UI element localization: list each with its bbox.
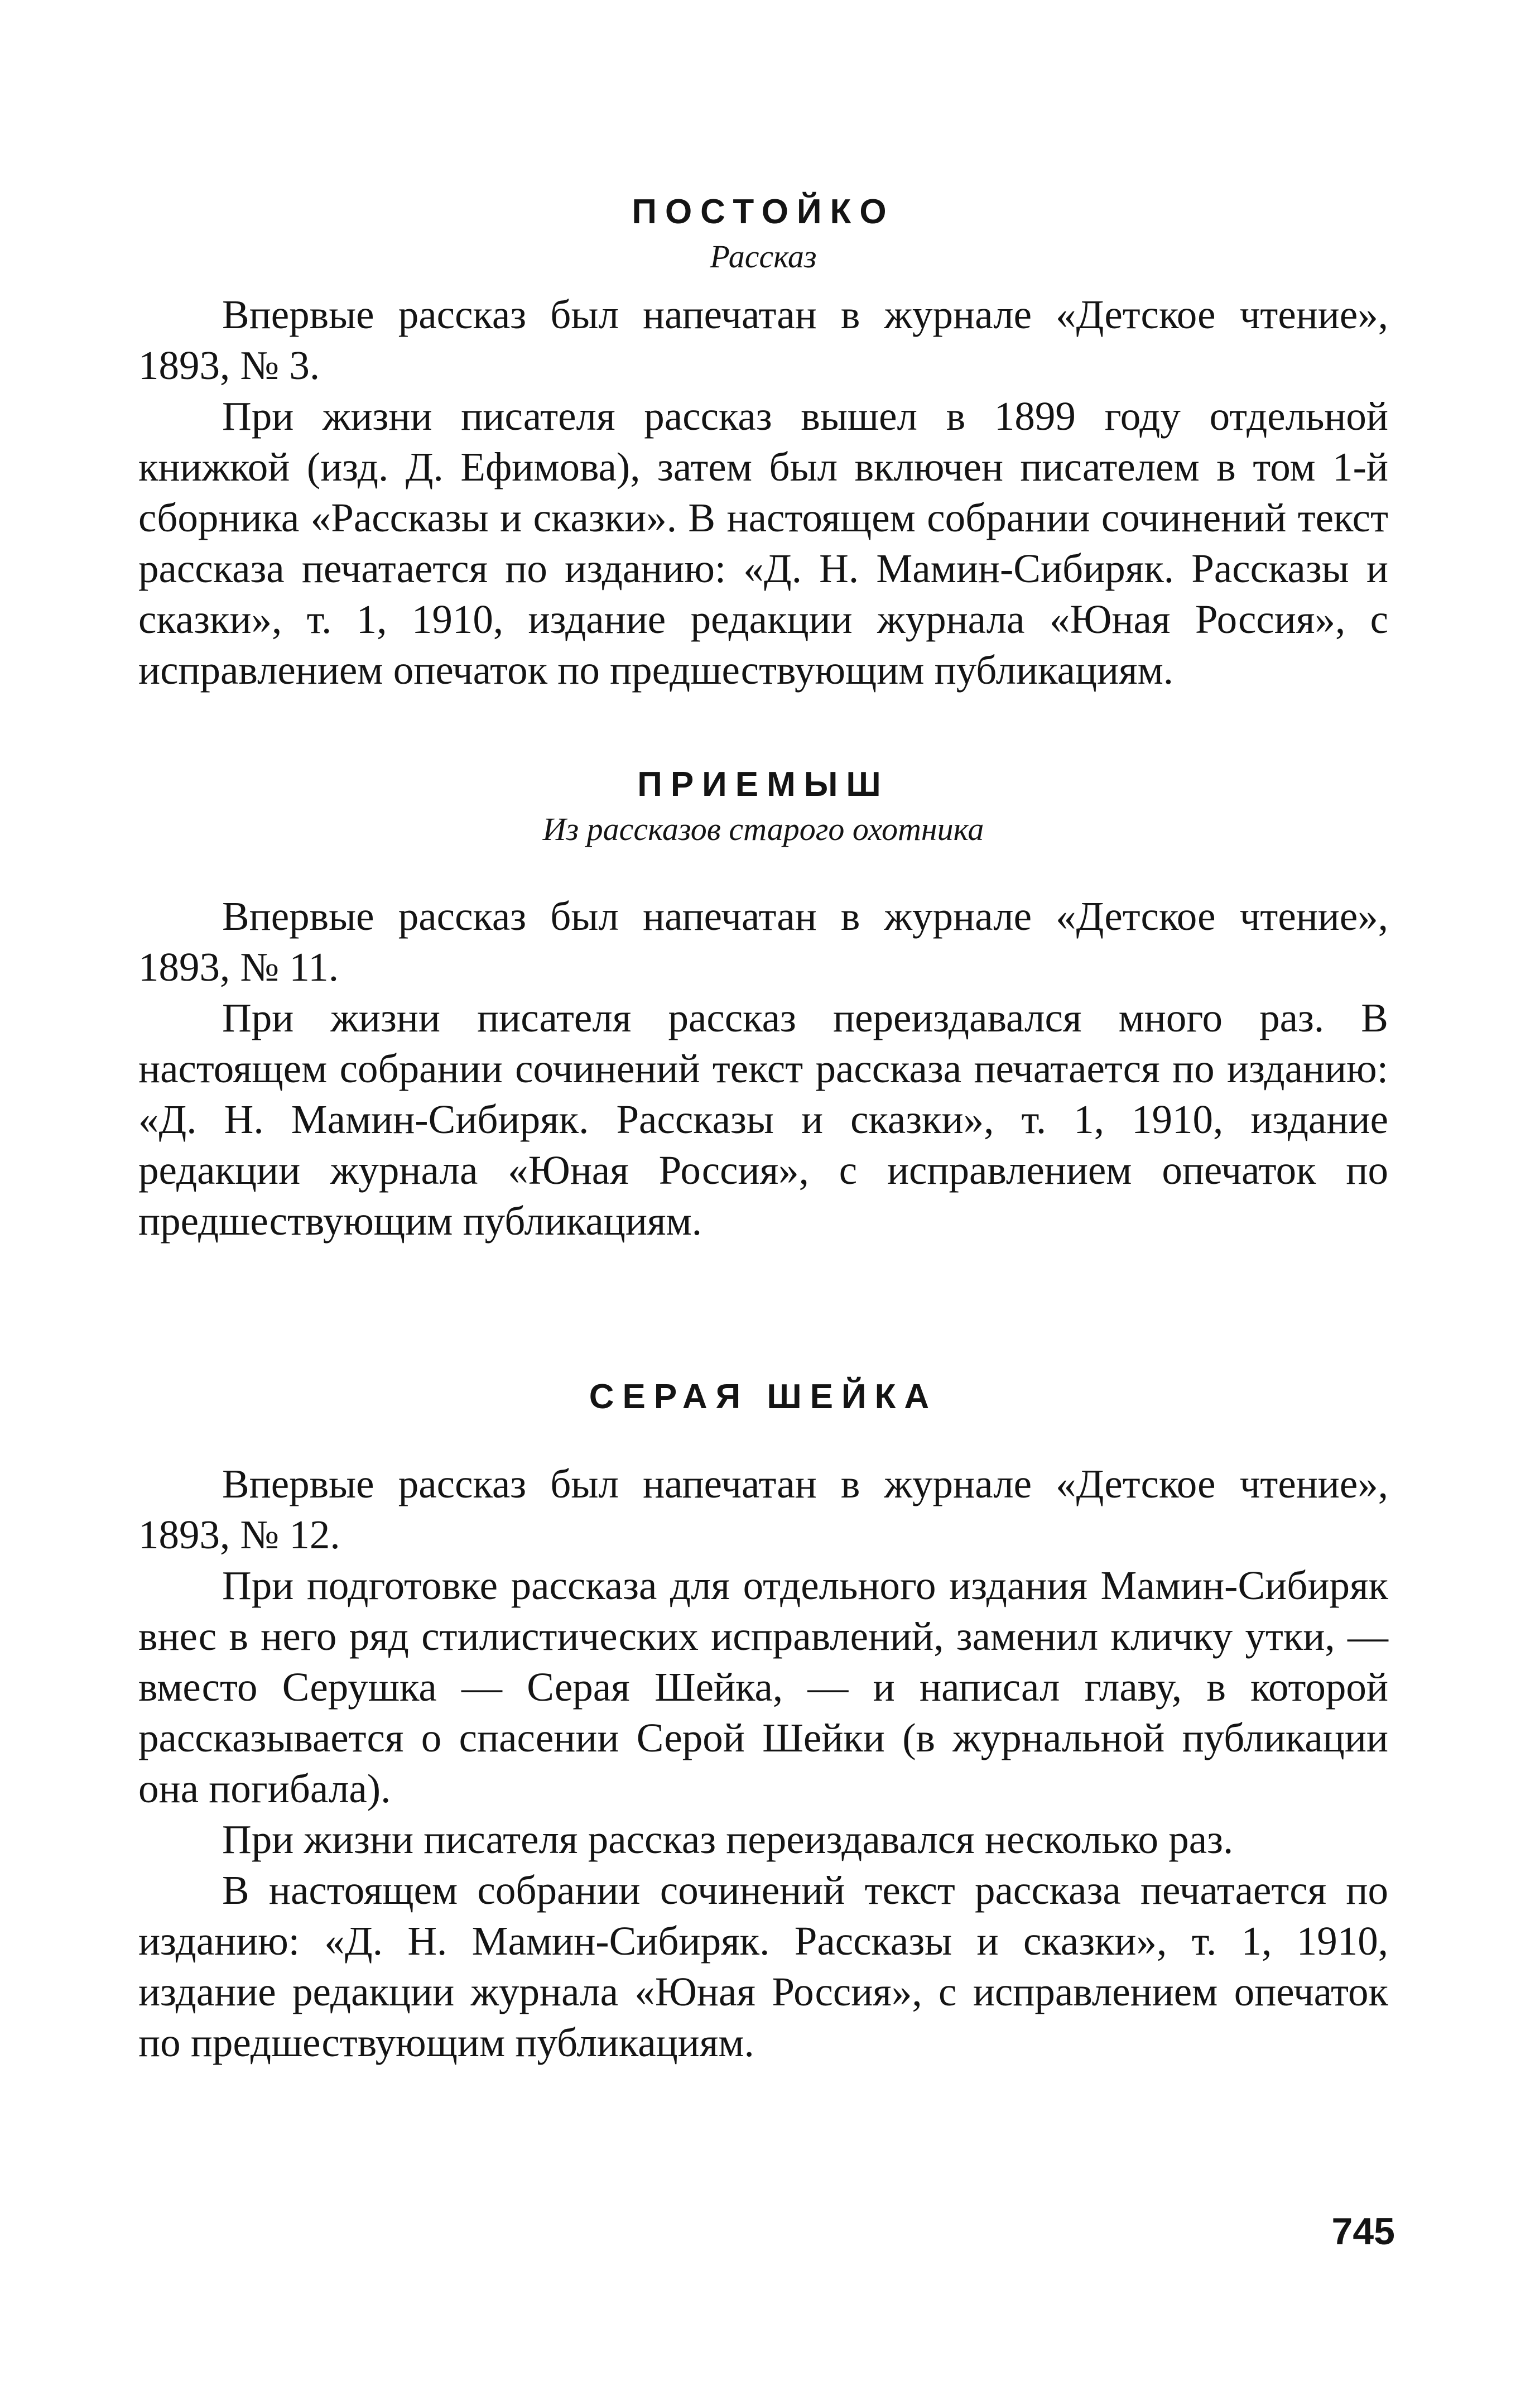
page-body bbox=[138, 190, 1388, 2068]
section-priemysh bbox=[138, 762, 1388, 1246]
section-seraya-sheyka bbox=[138, 1375, 1388, 2068]
paragraph: При жизни писателя рассказ переиздавался много раз. В настоящем собрании сочинений текст рассказа печатается по изданию: «Д. Н. Мамин-Сибиряк. Рассказы и сказки», т. 1, 1910, издание редакции журнала «Юная Россия», с исправлением опечаток по предшествующим публикациям. bbox=[138, 995, 1388, 1244]
paragraph: Впервые рассказ был напечатан в журнале «Детское чтение», 1893, № 3. bbox=[138, 292, 1388, 388]
section-title: СЕРАЯ ШЕЙКА bbox=[589, 1377, 938, 1416]
paragraph: В настоящем собрании сочинений текст рассказа печатается по изданию: «Д. Н. Мамин-Сибиряк. Рассказы и сказки», т. 1, 1910, издание редакции журнала «Юная Россия», с исправлением опечаток по предшествующим публикациям. bbox=[138, 1868, 1388, 2065]
section-title: ПОСТОЙКО bbox=[632, 193, 895, 231]
paragraph: Впервые рассказ был напечатан в журнале «Детское чтение», 1893, № 12. bbox=[138, 1461, 1388, 1557]
section-subtitle: Из рассказов старого охотника bbox=[542, 811, 984, 847]
paragraph: При подготовке рассказа для отдельного издания Мамин-Сибиряк внес в него ряд стилистических исправлений, заменил кличку утки, — вместо Серушка — Серая Шейка, — и написал главу, в которой рассказывается о спасении Серой Шейки (в журнальной публикации она погибала). bbox=[138, 1563, 1388, 1811]
section-body bbox=[138, 891, 1388, 1246]
page-number: 745 bbox=[1331, 2210, 1395, 2253]
paragraph: Впервые рассказ был напечатан в журнале «Детское чтение», 1893, № 11. bbox=[138, 894, 1388, 990]
section-subtitle: Рассказ bbox=[710, 238, 817, 275]
section-body bbox=[138, 289, 1388, 695]
paragraph: При жизни писателя рассказ вышел в 1899 году отдельной книжкой (изд. Д. Ефимова), затем был включен писателем в том 1-й сборника «Рассказы и сказки». В настоящем собрании сочинений текст рассказа печатается по изданию: «Д. Н. Мамин-Сибиряк. Рассказы и сказки», т. 1, 1910, издание редакции журнала «Юная Россия», с исправлением опечаток по предшествующим публикациям. bbox=[138, 393, 1388, 693]
paragraph: При жизни писателя рассказ переиздавался несколько раз. bbox=[222, 1817, 1234, 1862]
section-body bbox=[138, 1458, 1388, 2068]
section-postoyko bbox=[138, 190, 1388, 695]
section-title: ПРИЕМЫШ bbox=[637, 765, 889, 804]
